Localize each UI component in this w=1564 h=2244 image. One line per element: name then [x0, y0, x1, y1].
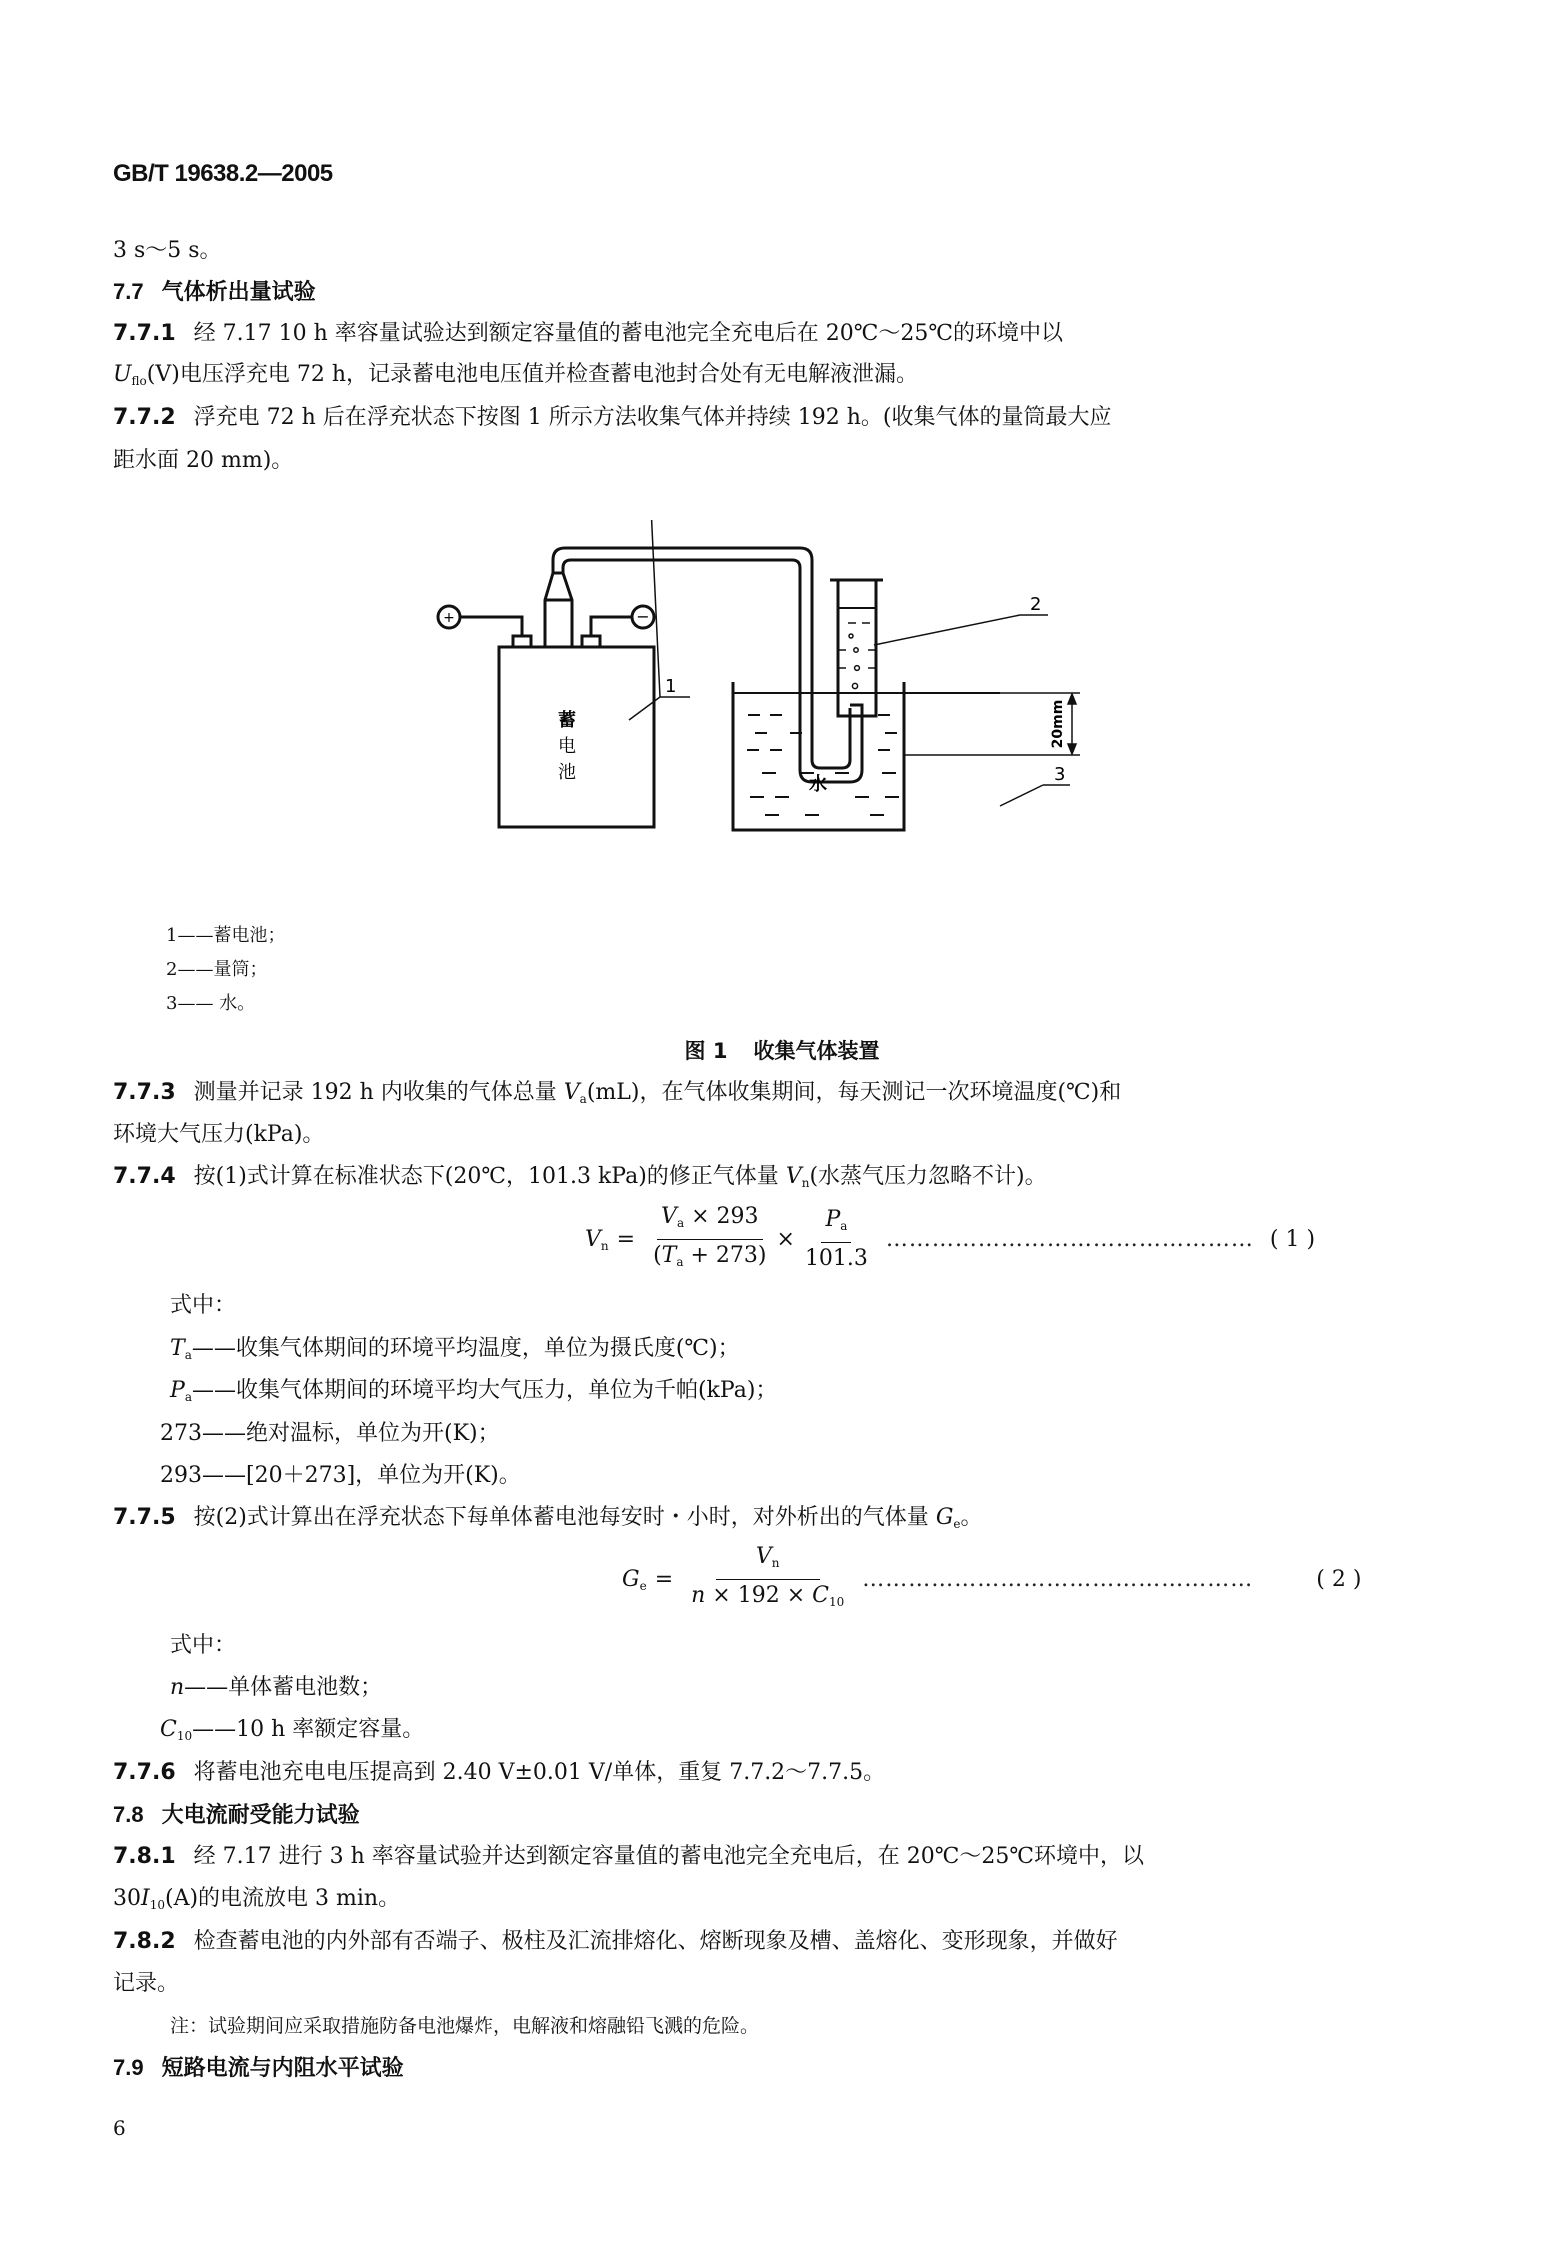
equals-sign: = [616, 1227, 636, 1252]
figure-legend-item-3 [166, 990, 255, 1018]
figure-legend-item-1 [166, 922, 285, 950]
positive-symbol: + [443, 610, 455, 626]
variable-symbol: C [160, 1717, 177, 1742]
times-sign: × [776, 1227, 795, 1252]
legend-key: 3 [166, 993, 178, 1014]
figure-title: 收集气体装置 [753, 1039, 880, 1063]
formula-1 [585, 1203, 1315, 1276]
figure-number: 图 1 [684, 1039, 728, 1063]
standard-code-header: GB/T 19638.2—2005 [113, 160, 333, 187]
formula-2 [622, 1543, 1361, 1616]
section-title: 气体析出量试验 [161, 280, 316, 305]
variable-subscript: 10 [828, 1595, 845, 1609]
section-heading-7-7 [113, 276, 316, 309]
water-tank [733, 682, 904, 830]
numerator-rest: × 293 [684, 1204, 759, 1229]
battery-label-3: 池 [558, 762, 576, 783]
battery-body [499, 647, 654, 827]
clause-number: 7.7.5 [113, 1505, 176, 1530]
battery-label-2: 电 [558, 736, 576, 757]
paragraph-7-7-2-line2: 距水面 20 mm)。 [113, 448, 294, 473]
dash: —— [184, 1675, 229, 1700]
definition-text: 收集气体期间的环境平均温度，单位为摄氏度(℃)； [235, 1336, 740, 1361]
where-item [170, 1672, 382, 1704]
intro-fragment: 3 s～5 s。 [113, 238, 222, 263]
where-item [170, 1375, 777, 1413]
section-number: 7.8 [113, 1802, 144, 1827]
variable-symbol: C [812, 1583, 829, 1608]
variable-symbol: T [170, 1336, 185, 1361]
definition-text: 10 h 率额定容量。 [236, 1717, 425, 1742]
clause-text: (A)的电流放电 3 min。 [164, 1886, 401, 1911]
clause-text: (mL)，在气体收集期间，每天测记一次环境温度(℃)和 [586, 1080, 1122, 1105]
legend-dash: —— [177, 993, 220, 1014]
clause-text: (V)电压浮充电 72 h，记录蓄电池电压值并检查蓄电池封合处有无电解液泄漏。 [146, 362, 918, 387]
variable-subscript: a [184, 1390, 192, 1404]
figure-caption [0, 1035, 1564, 1065]
clause-number: 7.7.3 [113, 1080, 176, 1105]
variable-subscript: flo [131, 374, 147, 388]
clause-text: 将蓄电池充电电压提高到 2.40 V±0.01 V/单体，重复 7.7.2～7.7.5。 [193, 1760, 886, 1785]
section-title: 大电流耐受能力试验 [161, 1803, 360, 1828]
clause-text: 按(1)式计算在标准状态下(20℃，101.3 kPa)的修正气体量 [193, 1164, 786, 1189]
variable-subscript: a [840, 1219, 848, 1233]
variable-symbol: V [785, 1164, 802, 1189]
clause-text: 。 [960, 1505, 983, 1530]
variable-subscript: a [579, 1092, 587, 1106]
variable-subscript: 10 [149, 1898, 165, 1912]
clause-text: 测量并记录 192 h 内收集的气体总量 [193, 1080, 564, 1105]
paragraph-7-7-1-line1 [113, 318, 1063, 350]
fraction [687, 1543, 848, 1616]
clause-number: 7.7.4 [113, 1164, 176, 1189]
numerator [716, 1543, 820, 1580]
clause-text: 按(2)式计算出在浮充状态下每单体蓄电池每安时・小时，对外析出的气体量 [193, 1505, 936, 1530]
variable-symbol: I [141, 1886, 150, 1911]
variable-subscript: n [801, 1176, 810, 1190]
variable-symbol: U [113, 362, 132, 387]
clause-text: 检查蓄电池的内外部有否端子、极柱及汇流排熔化、熔断现象及槽、盖熔化、变形现象，并做好 [193, 1929, 1118, 1954]
paragraph-7-7-3-line2: 环境大气压力(kPa)。 [113, 1122, 325, 1147]
section-heading-7-8 [113, 1799, 360, 1832]
paragraph-7-8-2-line2: 记录。 [113, 1971, 180, 1996]
variable-symbol: n [170, 1675, 185, 1700]
page-number: 6 [113, 2116, 126, 2140]
denominator-rest: + 273) [683, 1243, 767, 1268]
constant-key: 293 [160, 1463, 202, 1488]
paragraph-7-8-1-line1 [113, 1841, 1144, 1873]
dash: —— [202, 1421, 246, 1446]
variable-subscript: e [953, 1517, 961, 1531]
fraction-2 [801, 1206, 872, 1273]
dash: —— [202, 1463, 246, 1488]
where-item [160, 1418, 500, 1450]
clause-number: 7.7.2 [113, 405, 176, 430]
definition-text: 收集气体期间的环境平均大气压力，单位为千帕(kPa)； [235, 1378, 778, 1403]
callout-2: 2 [1030, 594, 1042, 615]
where-item [160, 1714, 424, 1752]
fraction-1 [649, 1203, 770, 1276]
legend-key: 1 [166, 925, 178, 946]
variable-subscript: 10 [176, 1729, 193, 1743]
clause-number: 7.8.1 [113, 1844, 176, 1869]
safety-note: 注：试验期间应采取措施防备电池爆炸，电解液和熔融铅飞溅的危险。 [170, 2015, 760, 2037]
section-number: 7.9 [113, 2055, 144, 2080]
coefficient: 30 [113, 1886, 141, 1911]
variable-symbol: P [170, 1378, 185, 1403]
paragraph-7-7-6 [113, 1757, 885, 1789]
dash: —— [192, 1717, 237, 1742]
equals-sign: = [654, 1567, 674, 1592]
clause-text: (水蒸气压力忽略不计)。 [809, 1164, 1047, 1189]
section-number: 7.7 [113, 279, 144, 304]
where-label-1: 式中： [170, 1293, 237, 1318]
variable-subscript: e [639, 1578, 647, 1593]
clause-number: 7.7.6 [113, 1760, 176, 1785]
battery-vent-cone [545, 573, 572, 647]
paragraph-7-8-1-line2 [113, 1883, 400, 1921]
variable-symbol: G [935, 1505, 954, 1530]
paragraph-7-7-5 [113, 1502, 983, 1540]
water-label: 水 [809, 774, 827, 795]
where-item [160, 1460, 521, 1492]
figure-legend-item-2 [166, 956, 267, 984]
variable-subscript: n [771, 1556, 780, 1570]
positive-terminal [513, 636, 531, 647]
constant-key: 273 [160, 1421, 202, 1446]
definition-text: 单体蓄电池数； [228, 1675, 383, 1700]
variable-symbol: V [755, 1544, 772, 1569]
legend-text: 蓄电池； [213, 925, 286, 946]
denominator-mid: × 192 × [705, 1583, 813, 1608]
paragraph-7-7-4 [113, 1161, 1047, 1199]
where-label-2: 式中： [170, 1633, 237, 1658]
variable-subscript: a [676, 1216, 685, 1230]
clause-text: 经 7.17 进行 3 h 率容量试验并达到额定容量值的蓄电池完全充电后，在 20℃～25℃环境中，以 [193, 1844, 1144, 1869]
clause-number: 7.8.2 [113, 1929, 176, 1954]
gas-collection-diagram [420, 520, 1140, 840]
dimension-label: 20mm [1050, 699, 1066, 749]
variable-subscript: a [676, 1255, 684, 1269]
legend-key: 2 [166, 959, 178, 980]
denominator: 101.3 [804, 1246, 868, 1271]
formula-lhs [585, 1227, 609, 1253]
variable-symbol: V [661, 1204, 677, 1229]
negative-terminal [582, 636, 600, 647]
numerator [821, 1206, 851, 1243]
variable-symbol: V [563, 1080, 580, 1105]
denominator [649, 1240, 770, 1276]
battery-label-1: 蓄 [558, 710, 576, 731]
legend-dash: —— [177, 959, 214, 980]
denominator [687, 1580, 848, 1616]
where-item [170, 1333, 740, 1371]
paragraph-7-8-2-line1 [113, 1926, 1118, 1958]
definition-text: [20＋273]，单位为开(K)。 [246, 1463, 521, 1488]
negative-symbol: − [636, 607, 650, 626]
formula-lhs [622, 1567, 647, 1593]
variable-symbol: V [585, 1226, 601, 1252]
paragraph-7-7-2-line1 [113, 402, 1112, 434]
definition-text: 绝对温标，单位为开(K)； [246, 1421, 500, 1446]
section-title: 短路电流与内阻水平试验 [161, 2056, 404, 2081]
clause-text: 浮充电 72 h 后在浮充状态下按图 1 所示方法收集气体并持续 192 h。(收集气体的量筒最大应 [193, 405, 1112, 430]
negative-wire [591, 617, 632, 636]
leader-dots: ………………………………………… [885, 1227, 1254, 1252]
clause-number: 7.7.1 [113, 321, 176, 346]
section-heading-7-9 [113, 2052, 404, 2085]
callout-3: 3 [1054, 764, 1066, 785]
leader-dots: …………………………………………… [862, 1567, 1254, 1592]
paren: ( [653, 1243, 662, 1268]
equation-number: ( 2 ) [1316, 1567, 1362, 1592]
variable-symbol: P [825, 1207, 841, 1232]
dash: —— [191, 1378, 236, 1403]
legend-text: 水。 [219, 993, 256, 1014]
variable-subscript: n [600, 1238, 609, 1253]
legend-text: 量筒； [213, 959, 268, 980]
variable-symbol: n [691, 1583, 706, 1608]
variable-subscript: a [184, 1348, 192, 1362]
clause-text: 经 7.17 10 h 率容量试验达到额定容量值的蓄电池完全充电后在 20℃～25℃的环境中以 [193, 321, 1063, 346]
positive-wire [460, 617, 522, 636]
dash: —— [191, 1336, 236, 1361]
callout-1: 1 [665, 676, 677, 697]
equation-number: ( 1 ) [1269, 1227, 1316, 1252]
variable-symbol: T [661, 1243, 677, 1268]
numerator [657, 1203, 762, 1240]
legend-dash: —— [177, 925, 214, 946]
paragraph-7-7-3-line1 [113, 1077, 1121, 1115]
paragraph-7-7-1-line2 [113, 359, 918, 397]
variable-symbol: G [622, 1566, 640, 1592]
